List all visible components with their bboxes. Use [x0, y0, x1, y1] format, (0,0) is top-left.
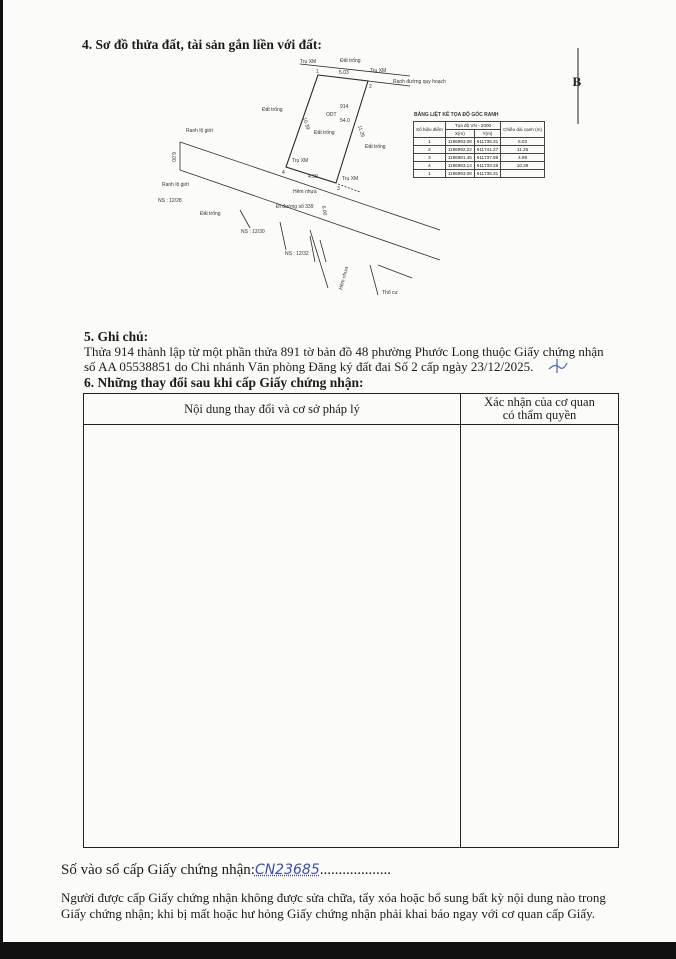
note-line-2: số AA 05538851 do Chi nhánh Văn phòng Đăng ký đất đai Số 2 cấp ngày 23/12/2025. [84, 359, 534, 374]
scan-bottom-edge [0, 942, 676, 959]
label-tho-cu: Thổ cư [382, 290, 398, 296]
authority-line-1: Xác nhận của cơ quan [484, 395, 595, 409]
label-dat-trong-right: Đất trống [365, 144, 386, 150]
scan-edge [0, 0, 3, 959]
changes-table [83, 393, 619, 848]
label-ranh-lo-gioi: Ranh lộ giới [186, 128, 213, 134]
table-row: 2 1196992.22 611741.27 11.26 [414, 146, 545, 154]
label-pt-3: 3 [337, 186, 340, 192]
footer-line-2: Giấy chứng nhận; khi bị mất hoặc hư hỏng Giấy chứng nhận phải khai báo ngay với cơ quan cấp Giấy. [61, 906, 596, 921]
label-ns-1232: NS : 12/32 [285, 251, 309, 257]
section-5-title: 5. Ghi chú: [84, 329, 149, 344]
label-pt-4: 4 [282, 170, 285, 176]
label-tru-xm-low: Trụ XM [342, 176, 359, 182]
changes-col-content: Nội dung thay đổi và cơ sở pháp lý [84, 394, 461, 425]
north-label: B [572, 74, 582, 89]
changes-content-cell [84, 425, 461, 848]
changes-col-authority [461, 394, 619, 425]
coord-table-title: BẢNG LIỆT KÊ TỌA ĐỘ GÓC RANH [414, 112, 499, 118]
section-6-title: 6. Những thay đổi sau khi cấp Giấy chứng nhận: [84, 375, 364, 390]
label-parcel-area: 54.0 [340, 118, 350, 124]
parcel-diagram [150, 50, 450, 300]
registry-label: Số vào sổ cấp Giấy chứng nhận: [61, 862, 255, 878]
coord-header-vn2000: Tọa độ VN - 2000 [445, 122, 500, 130]
label-ranh-lo-gioi-2: Ranh lộ giới [162, 182, 189, 188]
footer-line-1: Người được cấp Giấy chứng nhận không được sửa chữa, tẩy xóa hoặc bổ sung bất kỳ nội dung nào trong [61, 890, 606, 905]
changes-authority-cell [461, 425, 619, 848]
label-len-6: 6.00 [320, 205, 328, 216]
parcel-914-outline [286, 75, 368, 183]
label-len-1: 10.39 [301, 116, 311, 131]
registry-handwritten: CN23685 [254, 862, 320, 878]
note-line-1: Thửa 914 thành lập từ một phần thửa 891 tờ bản đồ 48 phường Phước Long thuộc Giấy chứng nhận [84, 344, 604, 359]
label-len-2: 11.26 [356, 124, 366, 139]
table-row: 3 1196981.45 611737.98 4.99 [414, 154, 545, 162]
label-dat-trong-center: Đất trống [314, 130, 335, 136]
table-row: 1 1196993.08 611736.31 [414, 170, 545, 178]
coord-header-length: Chiều dài cạnh (m) [501, 122, 545, 138]
label-hem-nhua-2: Hẻm nhựa [338, 266, 351, 291]
north-arrow-icon [572, 48, 584, 124]
label-ranh-duong: Ranh đường quy hoạch [393, 79, 446, 85]
label-ns-1228: NS : 12/28 [158, 198, 182, 204]
table-row: 4 1196983.14 611733.28 10.39 [414, 162, 545, 170]
section-4-title: 4. Sơ đồ thửa đất, tài sản gắn liền với đất: [82, 37, 322, 52]
coord-subheader-x: X(m) [445, 130, 474, 138]
label-parcel-no: 914 [340, 104, 349, 110]
registry-line [61, 862, 391, 879]
coord-header-point: Số hiệu điểm [414, 122, 446, 138]
coord-table [413, 121, 545, 178]
label-len-5: 6.00 [170, 152, 176, 162]
label-ns-1230: NS : 12/30 [241, 229, 265, 235]
label-dat-trong-low: Đất trống [200, 211, 221, 217]
label-di-duong: Đi đường số 339 [276, 204, 314, 210]
label-tru-xm-right: Trụ XM [370, 68, 387, 74]
label-pt-1: 1 [316, 69, 319, 75]
label-len-3: 4.99 [308, 174, 318, 180]
table-row: 1 1196993.08 611736.31 5.03 [414, 138, 545, 146]
authority-line-2: có thẩm quyền [502, 408, 577, 422]
label-length-top: 5.03 [339, 70, 349, 76]
label-dat-trong-left: Đất trống [262, 107, 283, 113]
label-hem-nhua: Hẻm nhựa [293, 189, 317, 195]
label-pt-2: 2 [369, 84, 372, 90]
label-dat-trong-top: Đất trống [340, 58, 361, 64]
coord-subheader-y: Y(m) [474, 130, 500, 138]
label-parcel-type: ODT [326, 112, 337, 118]
registry-dots: ................... [319, 862, 391, 878]
label-tru-xm-mid: Trụ XM [292, 158, 309, 164]
initials-signature-icon [547, 357, 569, 375]
label-tru-xm-top: Trụ XM [300, 59, 317, 65]
